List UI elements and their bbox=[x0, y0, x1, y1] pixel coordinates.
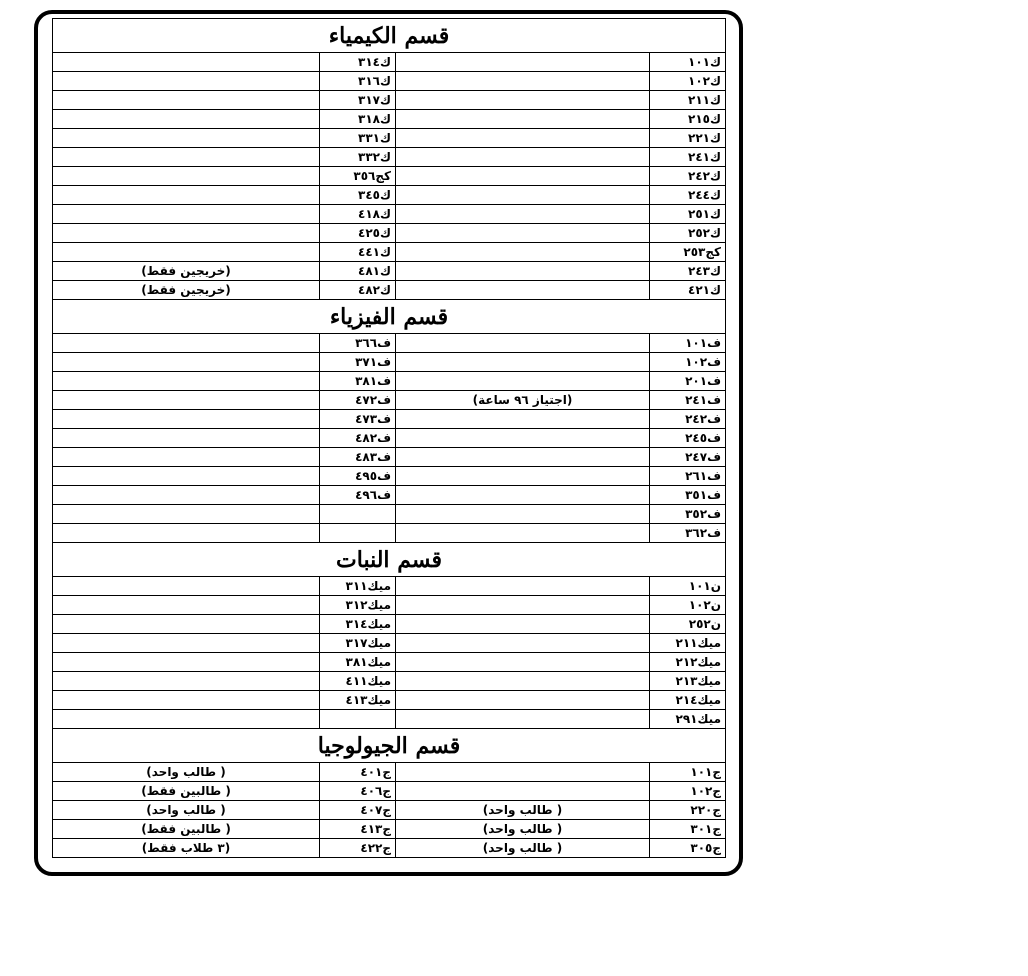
course-note-cell bbox=[396, 205, 650, 224]
course-note-cell bbox=[53, 372, 320, 391]
section-header-row bbox=[53, 729, 726, 763]
course-note-cell bbox=[53, 353, 320, 372]
section-title: قسم النبات bbox=[53, 543, 726, 577]
course-note-cell bbox=[396, 448, 650, 467]
course-note-cell bbox=[53, 224, 320, 243]
course-note-cell bbox=[53, 167, 320, 186]
course-note-cell bbox=[53, 53, 320, 72]
course-note-cell: ( طالبين فقط) bbox=[53, 820, 320, 839]
course-note-cell: ( طالب واحد) bbox=[396, 801, 650, 820]
course-note-cell bbox=[53, 691, 320, 710]
course-code-cell: ف١٠١ bbox=[650, 334, 726, 353]
course-note-cell bbox=[396, 486, 650, 505]
course-note-cell bbox=[53, 148, 320, 167]
course-note-cell bbox=[396, 672, 650, 691]
course-note-cell bbox=[396, 429, 650, 448]
table-row bbox=[53, 615, 726, 634]
course-note-cell bbox=[53, 410, 320, 429]
course-code-cell: ف٣٨١ bbox=[320, 372, 396, 391]
course-note-cell: ( طالب واحد) bbox=[396, 820, 650, 839]
course-code-cell: ك٤٨٢ bbox=[320, 281, 396, 300]
course-note-cell bbox=[53, 334, 320, 353]
course-note-cell bbox=[396, 615, 650, 634]
course-note-cell bbox=[53, 596, 320, 615]
table-row bbox=[53, 801, 726, 820]
course-note-cell bbox=[53, 243, 320, 262]
course-note-cell bbox=[53, 391, 320, 410]
table-row bbox=[53, 505, 726, 524]
course-code-cell: ميك٣١٤ bbox=[320, 615, 396, 634]
course-code-cell: ميك٢١٢ bbox=[650, 653, 726, 672]
table-row bbox=[53, 110, 726, 129]
table-row bbox=[53, 820, 726, 839]
course-note-cell bbox=[53, 448, 320, 467]
course-code-cell: ج٤٢٢ bbox=[320, 839, 396, 858]
course-note-cell: (خريجين فقط) bbox=[53, 262, 320, 281]
courses-table bbox=[52, 18, 726, 858]
course-code-cell: ج٣٠١ bbox=[650, 820, 726, 839]
course-note-cell bbox=[396, 505, 650, 524]
course-note-cell bbox=[53, 486, 320, 505]
course-code-cell: ك٢٢١ bbox=[650, 129, 726, 148]
course-code-cell: ن١٠١ bbox=[650, 577, 726, 596]
table-row bbox=[53, 524, 726, 543]
table-row bbox=[53, 186, 726, 205]
section-title: قسم الجيولوجيا bbox=[53, 729, 726, 763]
course-note-cell bbox=[396, 710, 650, 729]
course-note-cell: (اجتياز ٩٦ ساعة) bbox=[396, 391, 650, 410]
course-code-cell: ج١٠١ bbox=[650, 763, 726, 782]
course-note-cell bbox=[396, 524, 650, 543]
course-note-cell bbox=[53, 577, 320, 596]
table-row bbox=[53, 372, 726, 391]
course-note-cell bbox=[396, 782, 650, 801]
course-code-cell: ك٤٢١ bbox=[650, 281, 726, 300]
table-row bbox=[53, 839, 726, 858]
course-code-cell: ف٤٩٦ bbox=[320, 486, 396, 505]
course-code-cell: ف٣٥١ bbox=[650, 486, 726, 505]
course-code-cell: ف٤٩٥ bbox=[320, 467, 396, 486]
section-header-row bbox=[53, 300, 726, 334]
table-row bbox=[53, 691, 726, 710]
course-note-cell bbox=[396, 167, 650, 186]
course-note-cell bbox=[396, 467, 650, 486]
course-note-cell bbox=[396, 72, 650, 91]
course-note-cell: (خريجين فقط) bbox=[53, 281, 320, 300]
table-row bbox=[53, 129, 726, 148]
course-note-cell bbox=[396, 262, 650, 281]
course-code-cell bbox=[320, 524, 396, 543]
table-row bbox=[53, 262, 726, 281]
course-note-cell bbox=[396, 224, 650, 243]
course-code-cell: ك٣١٧ bbox=[320, 91, 396, 110]
course-note-cell bbox=[53, 72, 320, 91]
course-code-cell: ف٣٦٢ bbox=[650, 524, 726, 543]
course-code-cell: ك٢٥٢ bbox=[650, 224, 726, 243]
course-code-cell: ك٤٨١ bbox=[320, 262, 396, 281]
course-note-cell bbox=[396, 634, 650, 653]
course-note-cell bbox=[53, 653, 320, 672]
course-code-cell: ف٢٤٧ bbox=[650, 448, 726, 467]
course-code-cell: ك٣٣١ bbox=[320, 129, 396, 148]
course-code-cell: ك٣١٨ bbox=[320, 110, 396, 129]
course-note-cell: ( طالبين فقط) bbox=[53, 782, 320, 801]
course-code-cell: ك٤٢٥ bbox=[320, 224, 396, 243]
course-note-cell bbox=[53, 505, 320, 524]
course-note-cell bbox=[396, 186, 650, 205]
course-code-cell: ف٢٠١ bbox=[650, 372, 726, 391]
table-row bbox=[53, 577, 726, 596]
course-note-cell bbox=[396, 691, 650, 710]
course-code-cell: ك٤١٨ bbox=[320, 205, 396, 224]
course-note-cell bbox=[396, 353, 650, 372]
table-row bbox=[53, 281, 726, 300]
course-code-cell: ك٢٤١ bbox=[650, 148, 726, 167]
course-code-cell: كج٢٥٣ bbox=[650, 243, 726, 262]
course-code-cell bbox=[320, 710, 396, 729]
table-row bbox=[53, 53, 726, 72]
table-row bbox=[53, 353, 726, 372]
section-title: قسم الكيمياء bbox=[53, 19, 726, 53]
table-row bbox=[53, 205, 726, 224]
table-row bbox=[53, 710, 726, 729]
course-note-cell bbox=[53, 672, 320, 691]
table-row bbox=[53, 148, 726, 167]
course-code-cell: ميك٣١١ bbox=[320, 577, 396, 596]
course-note-cell bbox=[53, 524, 320, 543]
course-code-cell: ميك٣١٢ bbox=[320, 596, 396, 615]
course-code-cell: ك٣١٦ bbox=[320, 72, 396, 91]
course-note-cell bbox=[53, 710, 320, 729]
course-code-cell: ميك٢٩١ bbox=[650, 710, 726, 729]
course-code-cell: ك٢٤٣ bbox=[650, 262, 726, 281]
course-code-cell: ميك٢١٣ bbox=[650, 672, 726, 691]
table-row bbox=[53, 224, 726, 243]
course-code-cell: ك٢٤٢ bbox=[650, 167, 726, 186]
course-code-cell: ميك٣١٧ bbox=[320, 634, 396, 653]
course-note-cell: ( طالب واحد) bbox=[53, 763, 320, 782]
course-code-cell: ف٤٧٣ bbox=[320, 410, 396, 429]
course-code-cell: ك٣١٤ bbox=[320, 53, 396, 72]
course-note-cell bbox=[53, 186, 320, 205]
table-row bbox=[53, 91, 726, 110]
course-note-cell bbox=[53, 634, 320, 653]
course-note-cell bbox=[53, 429, 320, 448]
course-code-cell: ك٢٤٤ bbox=[650, 186, 726, 205]
course-note-cell bbox=[396, 334, 650, 353]
course-code-cell: ك١٠١ bbox=[650, 53, 726, 72]
course-code-cell: ف٢٤٢ bbox=[650, 410, 726, 429]
course-code-cell: ك١٠٢ bbox=[650, 72, 726, 91]
table-row bbox=[53, 467, 726, 486]
table-row bbox=[53, 782, 726, 801]
course-code-cell: ك٤٤١ bbox=[320, 243, 396, 262]
course-code-cell: ك٢١٥ bbox=[650, 110, 726, 129]
course-code-cell: ج٤١٣ bbox=[320, 820, 396, 839]
course-code-cell: ف٤٧٢ bbox=[320, 391, 396, 410]
course-code-cell: ج٤٠١ bbox=[320, 763, 396, 782]
table-row bbox=[53, 448, 726, 467]
course-note-cell bbox=[396, 410, 650, 429]
course-note-cell: (٣ طلاب فقط) bbox=[53, 839, 320, 858]
course-code-cell: ف٤٨٣ bbox=[320, 448, 396, 467]
course-note-cell bbox=[53, 205, 320, 224]
table-row bbox=[53, 243, 726, 262]
course-note-cell bbox=[53, 615, 320, 634]
course-code-cell: ميك٤١١ bbox=[320, 672, 396, 691]
section-header-row bbox=[53, 543, 726, 577]
course-code-cell: ج٢٢٠ bbox=[650, 801, 726, 820]
table-row bbox=[53, 672, 726, 691]
course-code-cell: ف٢٤١ bbox=[650, 391, 726, 410]
course-code-cell: ف٤٨٢ bbox=[320, 429, 396, 448]
course-note-cell bbox=[53, 467, 320, 486]
section-header-row bbox=[53, 19, 726, 53]
course-code-cell: ف٣٥٢ bbox=[650, 505, 726, 524]
section-title: قسم الفيزياء bbox=[53, 300, 726, 334]
course-code-cell: ن١٠٢ bbox=[650, 596, 726, 615]
course-code-cell: ميك٢١١ bbox=[650, 634, 726, 653]
course-code-cell: ف٣٧١ bbox=[320, 353, 396, 372]
course-code-cell: ك٣٤٥ bbox=[320, 186, 396, 205]
course-code-cell: ف٢٤٥ bbox=[650, 429, 726, 448]
table-row bbox=[53, 763, 726, 782]
course-code-cell: ميك٢١٤ bbox=[650, 691, 726, 710]
course-code-cell: ج٤٠٦ bbox=[320, 782, 396, 801]
course-note-cell bbox=[396, 596, 650, 615]
table-row bbox=[53, 653, 726, 672]
course-code-cell: ن٢٥٢ bbox=[650, 615, 726, 634]
course-note-cell bbox=[396, 91, 650, 110]
course-note-cell: ( طالب واحد) bbox=[396, 839, 650, 858]
course-code-cell: ج٤٠٧ bbox=[320, 801, 396, 820]
course-note-cell bbox=[396, 577, 650, 596]
course-code-cell: ميك٤١٣ bbox=[320, 691, 396, 710]
course-code-cell bbox=[320, 505, 396, 524]
table-row bbox=[53, 596, 726, 615]
table-row bbox=[53, 429, 726, 448]
course-note-cell bbox=[396, 653, 650, 672]
course-note-cell bbox=[396, 281, 650, 300]
table-row bbox=[53, 634, 726, 653]
course-note-cell bbox=[396, 243, 650, 262]
course-code-cell: ف٣٦٦ bbox=[320, 334, 396, 353]
course-code-cell: ك٢٥١ bbox=[650, 205, 726, 224]
course-note-cell bbox=[396, 763, 650, 782]
table-row bbox=[53, 72, 726, 91]
course-code-cell: ف١٠٢ bbox=[650, 353, 726, 372]
table-row bbox=[53, 410, 726, 429]
course-note-cell bbox=[396, 110, 650, 129]
table-row bbox=[53, 167, 726, 186]
course-code-cell: ف٢٦١ bbox=[650, 467, 726, 486]
course-note-cell bbox=[396, 372, 650, 391]
course-note-cell: ( طالب واحد) bbox=[53, 801, 320, 820]
table-row bbox=[53, 486, 726, 505]
course-note-cell bbox=[53, 129, 320, 148]
course-note-cell bbox=[396, 53, 650, 72]
course-note-cell bbox=[396, 148, 650, 167]
course-code-cell: ميك٣٨١ bbox=[320, 653, 396, 672]
course-code-cell: كج٣٥٦ bbox=[320, 167, 396, 186]
course-code-cell: ك٣٣٢ bbox=[320, 148, 396, 167]
course-code-cell: ك٢١١ bbox=[650, 91, 726, 110]
course-code-cell: ج١٠٢ bbox=[650, 782, 726, 801]
table-row bbox=[53, 391, 726, 410]
course-code-cell: ج٣٠٥ bbox=[650, 839, 726, 858]
course-note-cell bbox=[396, 129, 650, 148]
course-note-cell bbox=[53, 110, 320, 129]
table-row bbox=[53, 334, 726, 353]
course-note-cell bbox=[53, 91, 320, 110]
